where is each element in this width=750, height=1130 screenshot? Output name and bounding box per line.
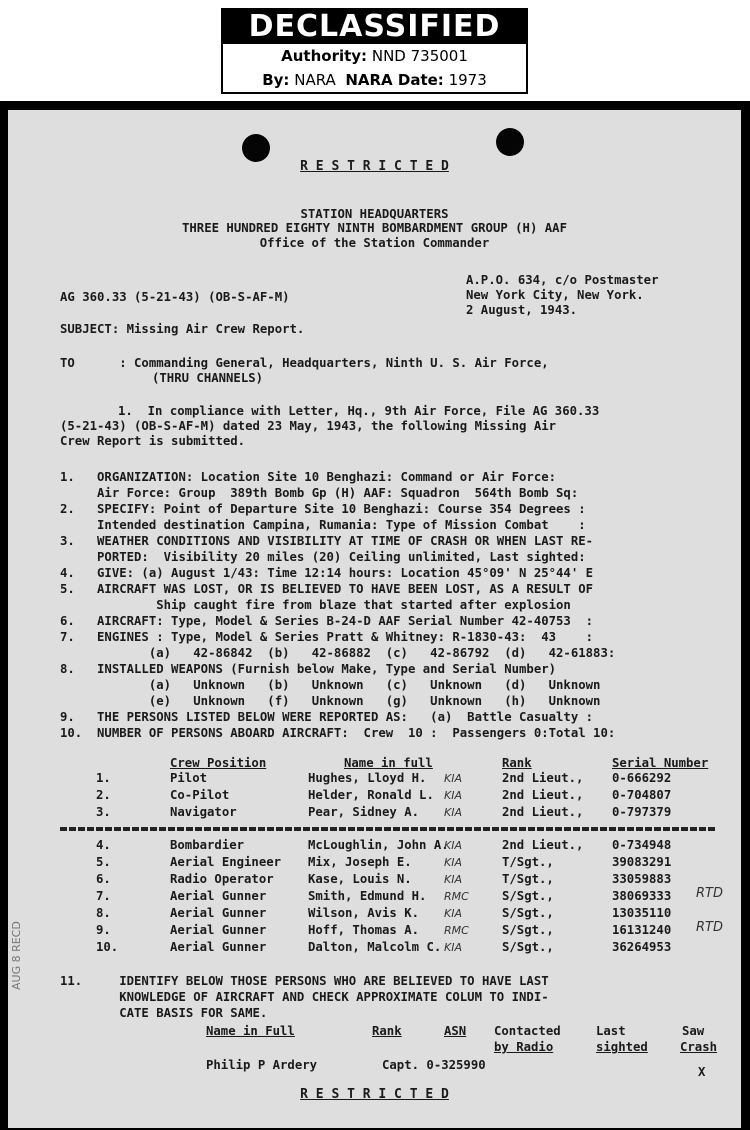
report-item-line: (a) 42-86842 (b) 42-86882 (c) 42-86792 (d) 42-61883:: [60, 646, 616, 660]
knowledge-radio-header: by Radio: [494, 1040, 554, 1054]
crew-name: Hoff, Thomas A.: [308, 923, 420, 937]
punch-hole-left: [242, 134, 270, 162]
apo-line-2: New York City, New York.: [466, 288, 644, 302]
by-line: By: NARA NARA Date: 1973: [262, 71, 487, 89]
crew-number: 10.: [96, 940, 119, 954]
typed-strikeout-line: [60, 827, 716, 831]
crew-name: Mix, Joseph E.: [308, 855, 412, 869]
crew-serial: 36264953: [612, 940, 672, 954]
crew-position-header: Crew Position: [170, 756, 267, 770]
knowledge-person-name: Philip P Ardery: [206, 1058, 318, 1072]
document-page: [8, 110, 741, 1128]
crew-name: Hughes, Lloyd H.: [308, 771, 427, 785]
received-stamp: AUG 8 RECD: [10, 921, 23, 990]
crew-status-note: KIA: [444, 907, 462, 920]
declassified-title: DECLASSIFIED: [223, 10, 526, 44]
crew-number: 4.: [96, 838, 111, 852]
crew-status-note: KIA: [444, 806, 462, 819]
crew-position: Bombardier: [170, 838, 245, 852]
crew-number: 1.: [96, 771, 111, 785]
report-item-line: 10. NUMBER OF PERSONS ABOARD AIRCRAFT: Crew 10 : Passengers 0:Total 10:: [60, 726, 616, 740]
paragraph-line-3: Crew Report is submitted.: [60, 434, 246, 448]
file-reference: AG 360.33 (5-21-43) (OB-S-AF-M): [60, 290, 290, 304]
knowledge-last-header: Last: [596, 1024, 626, 1038]
crew-serial: 13035110: [612, 906, 672, 920]
item-11-line: 11. IDENTIFY BELOW THOSE PERSONS WHO ARE BELIEVED TO HAVE LAST: [60, 974, 549, 988]
report-item-line: (e) Unknown (f) Unknown (g) Unknown (h) Unknown: [60, 694, 601, 708]
crew-position: Pilot: [170, 771, 208, 785]
crew-name: McLoughlin, John A.: [308, 838, 449, 852]
crew-number: 6.: [96, 872, 111, 886]
knowledge-person-rank-asn: Capt. 0-325990: [382, 1058, 486, 1072]
document-date: 2 August, 1943.: [466, 303, 578, 317]
crew-number: 8.: [96, 906, 111, 920]
crew-name: Kase, Louis N.: [308, 872, 412, 886]
crew-position: Co-Pilot: [170, 788, 230, 802]
hq-line-3: Office of the Station Commander: [259, 236, 490, 250]
declassified-stamp: [221, 8, 528, 94]
item-11-line: KNOWLEDGE OF AIRCRAFT AND CHECK APPROXIMATE COLUM TO INDI-: [60, 990, 549, 1004]
apo-line-1: A.P.O. 634, c/o Postmaster: [466, 273, 659, 287]
knowledge-contacted-header: Contacted: [494, 1024, 561, 1038]
crew-rank: T/Sgt.,: [502, 855, 554, 869]
authority-line: Authority: NND 735001: [281, 47, 468, 65]
item-11-line: CATE BASIS FOR SAME.: [60, 1006, 268, 1020]
report-item-line: 4. GIVE: (a) August 1/43: Time 12:14 hours: Location 45°09' N 25°44' E: [60, 566, 594, 580]
crew-serial: 0-704807: [612, 788, 672, 802]
crew-status-note: KIA: [444, 839, 462, 852]
restricted-footer: R E S T R I C T E D: [300, 1087, 449, 1102]
report-item-line: Ship caught fire from blaze that started after explosion: [60, 598, 571, 612]
crew-serial: 0-734948: [612, 838, 672, 852]
report-item-line: 9. THE PERSONS LISTED BELOW WERE REPORTED AS: (a) Battle Casualty :: [60, 710, 594, 724]
knowledge-saw-header: Saw: [682, 1024, 705, 1038]
crew-serial: 16131240: [612, 923, 672, 937]
knowledge-saw-crash-mark: X: [698, 1065, 706, 1079]
crew-status-note: RMC: [444, 924, 469, 937]
paragraph-line-2: (5-21-43) (OB-S-AF-M) dated 23 May, 1943, the following Missing Air: [60, 419, 557, 433]
crew-rank: 2nd Lieut.,: [502, 838, 584, 852]
crew-name: Smith, Edmund H.: [308, 889, 427, 903]
crew-position: Aerial Gunner: [170, 906, 267, 920]
handwritten-rtd-note: RTD: [696, 886, 723, 901]
crew-position: Aerial Gunner: [170, 923, 267, 937]
crew-position: Radio Operator: [170, 872, 274, 886]
crew-position: Navigator: [170, 805, 237, 819]
knowledge-crash-header: Crash: [680, 1040, 718, 1054]
crew-status-note: KIA: [444, 772, 462, 785]
paragraph-line-1: 1. In compliance with Letter, Hq., 9th Air Force, File AG 360.33: [118, 404, 600, 418]
crew-name: Wilson, Avis K.: [308, 906, 420, 920]
report-item-line: 1. ORGANIZATION: Location Site 10 Benghazi: Command or Air Force:: [60, 470, 557, 484]
crew-rank: S/Sgt.,: [502, 923, 554, 937]
crew-name: Pear, Sidney A.: [308, 805, 420, 819]
crew-name-header: Name in full: [344, 756, 433, 770]
hq-line-2: THREE HUNDRED EIGHTY NINTH BOMBARDMENT GROUP (H) AAF: [182, 221, 567, 235]
handwritten-rtd-note: RTD: [696, 920, 723, 935]
crew-number: 7.: [96, 889, 111, 903]
crew-rank: S/Sgt.,: [502, 889, 554, 903]
crew-serial: 0-797379: [612, 805, 672, 819]
report-item-line: Intended destination Campina, Rumania: Type of Mission Combat :: [60, 518, 586, 532]
punch-hole-right: [496, 128, 524, 156]
crew-number: 3.: [96, 805, 111, 819]
crew-rank: S/Sgt.,: [502, 940, 554, 954]
crew-name: Helder, Ronald L.: [308, 788, 434, 802]
crew-position: Aerial Gunner: [170, 940, 267, 954]
crew-rank-header: Rank: [502, 756, 532, 770]
report-item-line: 7. ENGINES : Type, Model & Series Pratt & Whitney: R-1830-43: 43 :: [60, 630, 594, 644]
report-item-line: 6. AIRCRAFT: Type, Model & Series B-24-D AAF Serial Number 42-40753 :: [60, 614, 594, 628]
crew-serial: 0-666292: [612, 771, 672, 785]
subject-line: SUBJECT: Missing Air Crew Report.: [60, 322, 305, 336]
report-item-line: 2. SPECIFY: Point of Departure Site 10 Benghazi: Course 354 Degrees :: [60, 502, 586, 516]
crew-serial: 38069333: [612, 889, 672, 903]
crew-name: Dalton, Malcolm C.: [308, 940, 442, 954]
report-item-line: Air Force: Group 389th Bomb Gp (H) AAF: Squadron 564th Bomb Sq:: [60, 486, 579, 500]
crew-rank: T/Sgt.,: [502, 872, 554, 886]
knowledge-sighted-header: sighted: [596, 1040, 648, 1054]
report-item-line: (a) Unknown (b) Unknown (c) Unknown (d) Unknown: [60, 678, 601, 692]
crew-status-note: RMC: [444, 890, 469, 903]
crew-status-note: KIA: [444, 941, 462, 954]
crew-rank: 2nd Lieut.,: [502, 788, 584, 802]
crew-number: 9.: [96, 923, 111, 937]
crew-serial: 33059883: [612, 872, 672, 886]
report-item-line: 8. INSTALLED WEAPONS (Furnish below Make, Type and Serial Number): [60, 662, 557, 676]
report-item-line: 5. AIRCRAFT WAS LOST, OR IS BELIEVED TO HAVE BEEN LOST, AS A RESULT OF: [60, 582, 594, 596]
restricted-header: R E S T R I C T E D: [300, 159, 449, 174]
crew-number: 5.: [96, 855, 111, 869]
to-line: TO : Commanding General, Headquarters, Ninth U. S. Air Force,: [60, 356, 549, 370]
knowledge-asn-header: ASN: [444, 1024, 467, 1038]
crew-rank: 2nd Lieut.,: [502, 771, 584, 785]
crew-position: Aerial Gunner: [170, 889, 267, 903]
crew-serial: 39083291: [612, 855, 672, 869]
to-line-2: (THRU CHANNELS): [152, 371, 264, 385]
knowledge-rank-header: Rank: [372, 1024, 402, 1038]
crew-position: Aerial Engineer: [170, 855, 282, 869]
hq-line-1: STATION HEADQUARTERS: [300, 207, 449, 221]
crew-number: 2.: [96, 788, 111, 802]
knowledge-name-header: Name in Full: [206, 1024, 295, 1038]
crew-rank: S/Sgt.,: [502, 906, 554, 920]
report-item-line: 3. WEATHER CONDITIONS AND VISIBILITY AT TIME OF CRASH OR WHEN LAST RE-: [60, 534, 594, 548]
crew-rank: 2nd Lieut.,: [502, 805, 584, 819]
crew-status-note: KIA: [444, 789, 462, 802]
crew-serial-header: Serial Number: [612, 756, 709, 770]
report-item-line: PORTED: Visibility 20 miles (20) Ceiling unlimited, Last sighted:: [60, 550, 586, 564]
crew-status-note: KIA: [444, 873, 462, 886]
crew-status-note: KIA: [444, 856, 462, 869]
